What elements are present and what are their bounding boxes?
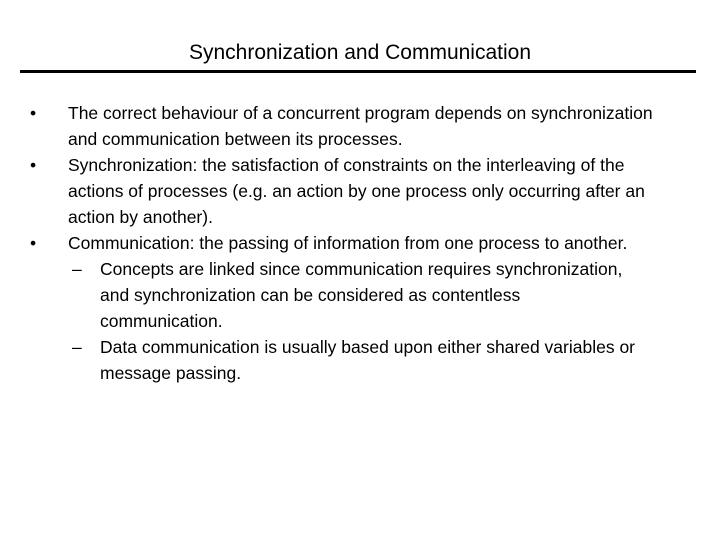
bullet-marker: •: [30, 155, 37, 175]
sub-bullet-text: Data communication is usually based upon either shared variables or message passing.: [100, 337, 636, 383]
sub-bullet-marker: –: [72, 337, 82, 357]
sub-bullet-text: Concepts are linked since communication requires synchronization, and synchronization can be considered as contentless communication.: [100, 259, 623, 331]
bullet-text: Communication: the passing of information from one process to another.: [68, 233, 628, 253]
bullet-item: [0, 230, 668, 256]
bullet-marker: •: [30, 233, 37, 253]
bullet-text: Synchronization: the satisfaction of constraints on the interleaving of the actions of processes (e.g. an action by one process only occurring after an action by another).: [68, 155, 645, 227]
bullet-marker: •: [30, 103, 37, 123]
slide-content: [0, 100, 720, 386]
sub-bullet-marker: –: [72, 259, 82, 279]
bullet-text: The correct behaviour of a concurrent program depends on synchronization and communication between its processes.: [68, 103, 653, 149]
bullet-item: [0, 100, 668, 152]
title-divider: [20, 70, 696, 73]
slide-title: Synchronization and Communication: [188, 41, 532, 64]
bullet-item: [0, 152, 668, 230]
sub-bullet-item: [0, 334, 640, 386]
sub-bullet-item: [0, 256, 640, 334]
